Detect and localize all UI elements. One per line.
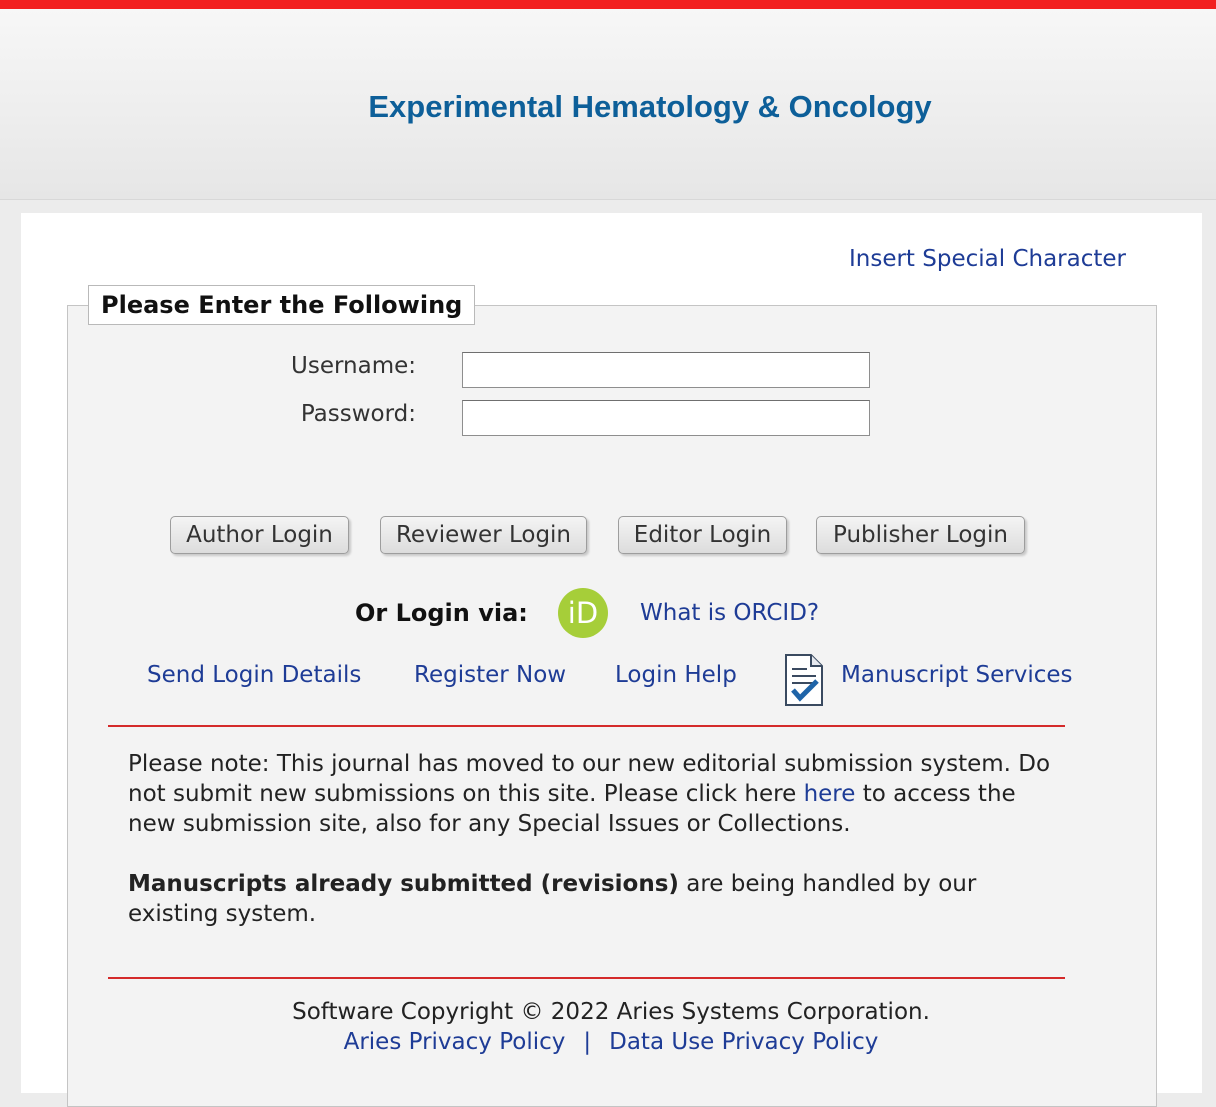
page-header	[0, 9, 1216, 200]
top-accent-bar	[0, 0, 1216, 9]
manuscript-services-link[interactable]: Manuscript Services	[841, 662, 1073, 688]
footer-separator: |	[583, 1029, 592, 1055]
fieldset-legend: Please Enter the Following	[88, 285, 475, 325]
notice-text-after: to access the new submission site, also for any Special Issues or Collections.	[128, 781, 1016, 837]
insert-special-character-link[interactable]: Insert Special Character	[848, 246, 1126, 272]
login-panel	[21, 213, 1202, 1093]
journal-title: Experimental Hematology & Oncology	[368, 89, 932, 124]
divider-top	[108, 725, 1065, 727]
notice-text-before: Please note: This journal has moved to our new editorial submission system. Do not submit new submissions on this site. Please click here	[128, 751, 1051, 807]
username-label: Username:	[291, 353, 416, 379]
revisions-rest: are being handled by our existing system.	[128, 871, 977, 927]
send-login-details-link[interactable]: Send Login Details	[147, 662, 362, 688]
password-label: Password:	[300, 401, 416, 427]
author-login-button[interactable]: Author Login	[170, 516, 349, 554]
notice-paragraph	[128, 749, 1058, 839]
footer-links	[67, 1029, 1155, 1055]
aries-privacy-policy-link[interactable]: Aries Privacy Policy	[343, 1029, 566, 1055]
reviewer-login-button[interactable]: Reviewer Login	[380, 516, 587, 554]
login-help-link[interactable]: Login Help	[615, 662, 737, 688]
revisions-paragraph	[128, 869, 1058, 929]
register-now-link[interactable]: Register Now	[414, 662, 567, 688]
editor-login-button[interactable]: Editor Login	[618, 516, 787, 554]
orcid-icon[interactable]: iD	[558, 588, 608, 638]
password-input[interactable]	[462, 400, 870, 436]
what-is-orcid-link[interactable]: What is ORCID?	[640, 600, 820, 626]
copyright-text: Software Copyright © 2022 Aries Systems Corporation.	[292, 999, 930, 1025]
here-link[interactable]: here	[803, 781, 856, 807]
revisions-bold: Manuscripts already submitted (revisions)	[128, 871, 679, 897]
notice-text	[128, 749, 1058, 929]
or-login-via-label: Or Login via:	[355, 599, 528, 627]
data-use-privacy-policy-link[interactable]: Data Use Privacy Policy	[609, 1029, 879, 1055]
username-input[interactable]	[462, 352, 870, 388]
manuscript-services-icon[interactable]	[783, 653, 825, 707]
publisher-login-button[interactable]: Publisher Login	[816, 516, 1025, 554]
divider-bottom	[108, 977, 1065, 979]
